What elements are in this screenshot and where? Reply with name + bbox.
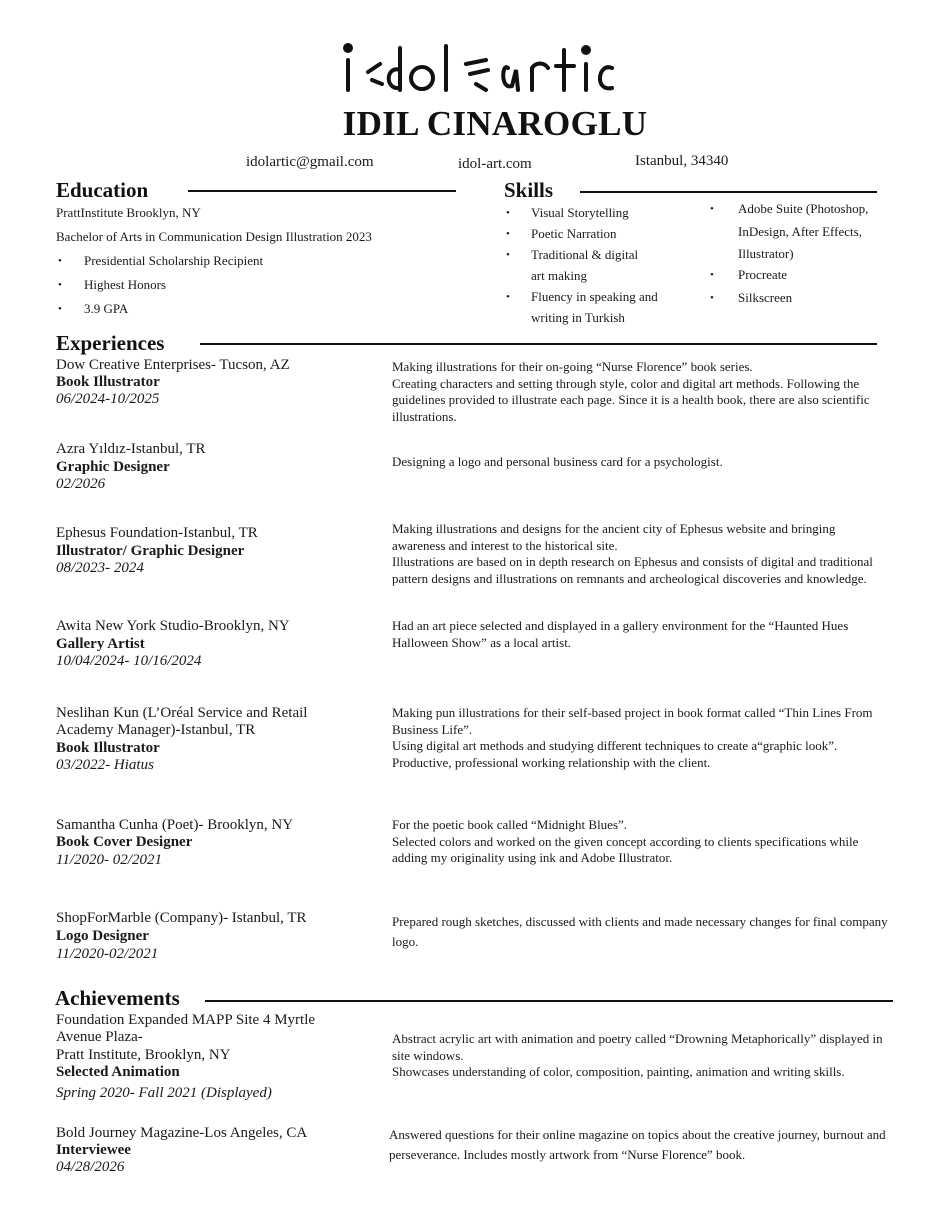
ach-date: Spring 2020- Fall 2021 (Displayed) <box>56 1085 272 1101</box>
exp-description <box>392 359 892 425</box>
exp-org: Awita New York Studio-Brooklyn, NY <box>56 618 290 634</box>
exp-role: Book Illustrator <box>56 374 160 390</box>
exp-date: 10/04/2024- 10/16/2024 <box>56 653 202 669</box>
exp-role: Graphic Designer <box>56 459 170 475</box>
bullet: • <box>506 207 510 219</box>
skills-rule <box>580 191 877 193</box>
bullet: • <box>506 249 510 261</box>
exp-desc-line: Making illustrations and designs for the ancient city of Ephesus website and bringing awareness and interest to the historical site. Illustrations are based on in depth research on Ephesus and consists of digital and traditional pattern designs and illustrations on remnants and archeological discoveries and knowledge. <box>392 521 873 586</box>
exp-date: 06/2024-10/2025 <box>56 391 160 407</box>
education-item: Highest Honors <box>84 277 166 292</box>
skills-heading: Skills <box>504 178 554 202</box>
exp-description <box>392 912 892 952</box>
skill-item: Poetic Narration <box>531 226 617 241</box>
skill-item: Procreate <box>738 267 788 282</box>
email[interactable]: idolartic@gmail.com <box>246 154 374 170</box>
exp-date: 03/2022- Hiatus <box>56 757 154 773</box>
ach-org-cont: Pratt Institute, Brooklyn, NY <box>56 1047 231 1063</box>
exp-org: Samantha Cunha (Poet)- Brooklyn, NY <box>56 817 294 833</box>
exp-date: 02/2026 <box>56 476 106 492</box>
skill-item-cont: InDesign, After Effects, <box>738 224 862 239</box>
bullet: • <box>58 279 62 291</box>
skill-item: Silkscreen <box>738 290 793 305</box>
exp-date: 11/2020- 02/2021 <box>56 852 162 868</box>
exp-org: Dow Creative Enterprises- Tucson, AZ <box>56 357 290 373</box>
ach-org: Bold Journey Magazine-Los Angeles, CA <box>56 1125 308 1141</box>
skill-item-cont: Illustrator) <box>738 246 794 261</box>
website[interactable]: idol-art.com <box>458 156 532 172</box>
exp-org: ShopForMarble (Company)- Istanbul, TR <box>56 910 307 926</box>
applicant-name: IDIL CINAROGLU <box>342 104 648 143</box>
exp-role: Gallery Artist <box>56 636 145 652</box>
exp-org: Neslihan Kun (L’Oréal Service and Retail <box>56 705 308 721</box>
exp-desc-line: For the poetic book called “Midnight Blues”. Selected colors and worked on the given concept according to clients specifications while adding my originality using ink and Adobe Illustrator. <box>392 817 859 865</box>
bullet: • <box>58 303 62 315</box>
exp-desc-line: Designing a logo and personal business card for a psychologist. <box>392 454 723 469</box>
ach-org: Foundation Expanded MAPP Site 4 Myrtle <box>56 1012 316 1028</box>
bullet: • <box>58 255 62 267</box>
exp-org-cont: Academy Manager)-Istanbul, TR <box>56 722 256 738</box>
exp-org: Azra Yıldız-Istanbul, TR <box>56 441 206 457</box>
ach-role: Selected Animation <box>56 1064 180 1080</box>
skill-item: Adobe Suite (Photoshop, <box>738 201 869 216</box>
exp-role: Book Illustrator <box>56 740 160 756</box>
exp-description <box>392 618 892 651</box>
skill-item: Visual Storytelling <box>531 205 629 220</box>
exp-date: 08/2023- 2024 <box>56 560 144 576</box>
exp-desc-line: Making illustrations for their on-going “Nurse Florence” book series. Creating characters and setting through style, color and digital art methods. Following the guidelines provided to illustrate each page. Since it is a health book, there are also scientific illustrations. <box>392 359 870 424</box>
location: Istanbul, 34340 <box>635 153 729 169</box>
achievements-heading: Achievements <box>55 986 180 1010</box>
exp-desc-line: Making pun illustrations for their self-based project in book format called “Thin Lines From Business Life”. Using digital art methods and studying different techniques to create a“graphic look”. Productive, professional working relationship with the client. <box>392 705 873 770</box>
bullet: • <box>710 269 714 281</box>
skill-item: Fluency in speaking and <box>531 289 658 304</box>
ach-description <box>389 1125 889 1165</box>
bullet: • <box>506 291 510 303</box>
exp-description <box>392 705 892 771</box>
ach-desc-line: Answered questions for their online magazine on topics about the creative journey, burnout and perseverance. Includes mostly artwork from “Nurse Florence” book. <box>389 1127 886 1162</box>
exp-role: Book Cover Designer <box>56 834 193 850</box>
logo <box>0 40 951 100</box>
exp-description <box>392 521 892 587</box>
skill-item-cont: art making <box>531 268 587 283</box>
exp-description <box>392 817 892 867</box>
exp-org: Ephesus Foundation-Istanbul, TR <box>56 525 258 541</box>
experiences-heading: Experiences <box>56 331 165 355</box>
skill-item-cont: writing in Turkish <box>531 310 625 325</box>
exp-desc-line: Had an art piece selected and displayed in a gallery environment for the “Haunted Hues Halloween Show” as a local artist. <box>392 618 849 650</box>
education-school: PrattInstitute Brooklyn, NY <box>56 205 201 220</box>
ach-org-cont: Avenue Plaza- <box>56 1029 143 1045</box>
bullet: • <box>506 228 510 240</box>
experiences-rule <box>200 343 877 345</box>
logo-wordmark <box>336 40 616 100</box>
achievements-rule <box>205 1000 893 1002</box>
education-heading: Education <box>56 178 149 202</box>
ach-description <box>392 1031 892 1081</box>
exp-role: Logo Designer <box>56 928 149 944</box>
education-item: Presidential Scholarship Recipient <box>84 253 264 268</box>
exp-date: 11/2020-02/2021 <box>56 946 159 962</box>
ach-role: Interviewee <box>56 1142 131 1158</box>
education-item: 3.9 GPA <box>84 301 129 316</box>
exp-role: Illustrator/ Graphic Designer <box>56 543 245 559</box>
exp-description <box>392 454 892 471</box>
skill-item: Traditional & digital <box>531 247 639 262</box>
bullet: • <box>710 292 714 304</box>
exp-desc-line: Prepared rough sketches, discussed with clients and made necessary changes for final company logo. <box>392 914 888 949</box>
education-rule <box>188 190 456 192</box>
ach-desc-line: Abstract acrylic art with animation and poetry called “Drowning Metaphorically” displayed in site windows. Showcases understanding of color, composition, painting, animation and writing skills. <box>392 1031 883 1079</box>
ach-date: 04/28/2026 <box>56 1159 125 1175</box>
education-degree: Bachelor of Arts in Communication Design Illustration 2023 <box>56 229 372 244</box>
bullet: • <box>710 203 714 215</box>
